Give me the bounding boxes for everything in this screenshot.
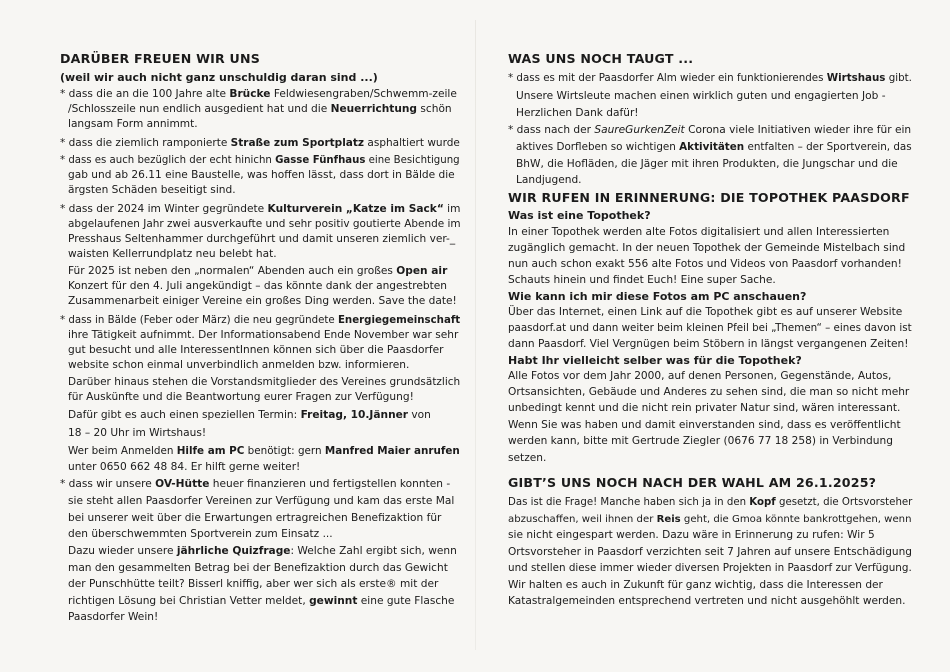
text-line: Alle Fotos vor dem Jahr 2000, auf denen Personen, Gegenstände, Autos, <box>508 370 892 382</box>
section-title-freuen: DARÜBER FREUEN WIR UNS <box>60 51 260 66</box>
text-line: Für 2025 ist neben den „normalen“ Abenden auch ein großes Open air <box>68 265 448 277</box>
text-line: Wer beim Anmelden Hilfe am PC benötigt: gern Manfred Maier anrufen <box>68 445 460 457</box>
text-line: bei unserer weit über die Erwartungen ertragreichen Benefizaktion für <box>68 512 442 524</box>
text-line: Ortsansichten, Gebäude und Anderes zu sehen sind, die man so nicht mehr <box>508 386 910 398</box>
text-line: aktives Dorfleben so wichtigen Aktivitäten entfalten – der Sportverein, das <box>516 141 912 153</box>
text-line: paasdorf.at und dann weiter beim kleinen Pfeil bei „Themen“ – eines davon ist <box>508 322 912 334</box>
text-line: unbedingt kennt und die nicht rein privater Natur sind, wären interessant. <box>508 402 901 414</box>
text-line: Dazu wieder unsere jährliche Quizfrage: Welche Zahl ergibt sich, wenn <box>68 545 457 557</box>
bullet-kulturverein: * dass der 2024 im Winter gegründete Kulturverein „Katze im Sack“ im <box>60 203 461 215</box>
subheading-was-ist: Was ist eine Topothek? <box>508 209 651 222</box>
text-line: Schauts hinein und findet Euch! Eine super Sache. <box>508 274 776 286</box>
text-line: unter 0650 662 48 84. Er hilft gerne weiter! <box>68 461 301 473</box>
subheading-selber-was: Habt Ihr vielleicht selber was für die Topothek? <box>508 354 802 367</box>
text-line: Herzlichen Dank dafür! <box>516 107 639 119</box>
section-subtitle: (weil wir auch nicht ganz unschuldig daran sind ...) <box>60 71 378 84</box>
text-line: zugänglich gemacht. In der neuen Topothek der Gemeinde Mistelbach sind <box>508 242 906 254</box>
bullet-energiegemeinschaft: * dass in Bälde (Feber oder März) die neu gegründete Energiegemeinschaft <box>60 315 461 326</box>
text-line: Landjugend. <box>516 174 582 186</box>
text-line: Dafür gibt es auch einen speziellen Termin: Freitag, 10.Jänner von <box>68 409 431 421</box>
text-line: /Schlosszeile nun endlich ausgedient hat und die Neuerrichtung schön <box>68 103 452 115</box>
text-line: für Auskünfte und die Beantwortung eurer Fragen zur Verfügung! <box>68 391 414 403</box>
bullet-wirtshaus: * dass es mit der Paasdorfer Alm wieder ein funktionierendes Wirtshaus gibt. <box>508 72 912 84</box>
bullet-aktivitaeten: * dass nach der SaureGurkenZeit Corona viele Initiativen wieder ihre für ein <box>508 124 912 136</box>
text-line: ärgsten Schäden beseitigt sind. <box>68 184 236 196</box>
text-line: In einer Topothek werden alte Fotos digitalisiert und allen Interessierten <box>508 226 890 238</box>
text-line: Ortsvorsteher in Paasdorf verzichten seit 7 Jahren auf unsere Entschädigung <box>508 546 912 558</box>
text-line: Das ist die Frage! Manche haben sich ja in den Kopf gesetzt, die Ortsvorsteher <box>508 497 913 508</box>
text-line: waisten Kellerrundplatz neu belebt hat. <box>68 248 277 260</box>
text-line: Darüber hinaus stehen die Vorstandsmitglieder des Vereines grundsätzlich <box>68 376 461 388</box>
section-title-wahl: GIBT’S UNS NOCH NACH DER WAHL AM 26.1.2025? <box>508 475 877 490</box>
text-line: und stellen diese immer wieder diversen Projekten in Paasdorf zur Verfügung. <box>508 562 912 574</box>
subheading-wie-anschauen: Wie kann ich mir diese Fotos am PC anschauen? <box>508 290 807 303</box>
text-line: den überschwemmten Sportverein zum Einsatz ... <box>68 528 333 540</box>
bullet-bruecke: * dass die an die 100 Jahre alte Brücke Feldwiesengraben/Schwemm-zeile <box>60 88 457 100</box>
text-line: BhW, die Hofläden, die Jäger mit ihren Produkten, die Jungschar und die <box>516 158 898 170</box>
text-line: abgelaufenen Jahr zwei ausverkaufte und sehr positiv goutierte Abende im <box>68 218 461 230</box>
bullet-strasse: * dass die ziemlich ramponierte Straße zum Sportplatz asphaltiert wurde <box>60 137 460 149</box>
text-line: 18 – 20 Uhr im Wirtshaus! <box>68 427 207 439</box>
text-line: dann Paasdorf. Viel Vergnügen beim Stöbern in längst vergangenen Zeiten! <box>508 338 909 350</box>
text-line: Presshaus Seltenhammer durchgeführt und damit unseren ziemlich ver-_ <box>68 233 456 245</box>
text-line: setzen. <box>508 452 547 464</box>
text-line: langsam Form annimmt. <box>68 118 198 130</box>
text-line: Wir halten es auch in Zukunft für ganz wichtig, dass die Interessen der <box>508 579 883 591</box>
text-line: website schon einmal unverbindlich anmelden bzw. informieren. <box>68 359 410 371</box>
bullet-gasse: * dass es auch bezüglich der echt hinichn Gasse Fünfhaus eine Besichtigung <box>60 155 460 166</box>
text-line: Konzert für den 4. Juli angekündigt – das könnte dank der angestrebten <box>68 280 447 292</box>
section-title-taugt: WAS UNS NOCH TAUGT ... <box>508 51 694 66</box>
section-title-topothek: WIR RUFEN IN ERINNERUNG: DIE TOPOTHEK PAASDORF <box>508 190 910 205</box>
text-line: Wenn Sie was haben und damit einverstanden sind, dass es veröffentlicht <box>508 419 901 431</box>
text-line: Paasdorfer Wein! <box>68 611 159 623</box>
text-line: Katastralgemeinden entsprechend vertreten und nicht ausgehöhlt werden. <box>508 595 906 607</box>
text-line: nun auch schon exakt 556 alte Fotos und Videos von Paasdorf vorhanden! <box>508 258 902 270</box>
text-line: sie steht allen Paasdorfer Vereinen zur Verfügung und kam das erste Mal <box>68 495 455 507</box>
bullet-ov-huette: * dass wir unsere OV-Hütte heuer finanzieren und fertigstellen konnten - <box>60 478 451 490</box>
text-line: Über das Internet, einen Link auf die Topothek gibt es auf unserer Website <box>508 306 903 318</box>
text-line: richtigen Lösung bei Christian Vetter meldet, gewinnt eine gute Flasche <box>68 595 455 607</box>
text-line: gut besucht und alle InteressentInnen können sich über die Paasdorfer <box>68 344 444 356</box>
text-line: werden kann, bitte mit Gertrude Ziegler (0676 77 18 258) in Verbindung <box>508 435 893 447</box>
text-line: gab und ab 26.11 eine Baustelle, was hoffen lässt, dass dort in Bälde die <box>68 169 455 181</box>
text-line: der Punschhütte teilt? Bisserl kniffig, aber wer sich als erste® mit der <box>68 578 439 590</box>
text-line: sie nicht eingespart werden. Dazu wäre in Erinnerung zu rufen: Wir 5 <box>508 529 875 541</box>
text-line: Zusammenarbeit einiger Vereine ein großes Ding werden. Save the date! <box>68 295 457 307</box>
text-line: Unsere Wirtsleute machen einen wirklich guten und engagierten Job - <box>516 90 886 102</box>
page-fold <box>475 20 476 650</box>
text-line: ihre Tätigkeit aufnimmt. Der Informationsabend Ende November war sehr <box>68 329 459 341</box>
text-line: man den gesammelten Betrag bei der Benefizaktion durch das Gewicht <box>68 562 448 574</box>
text-line: abzuschaffen, weil ihnen der Reis geht, die Gmoa könnte bankrottgehen, wenn <box>508 514 912 525</box>
